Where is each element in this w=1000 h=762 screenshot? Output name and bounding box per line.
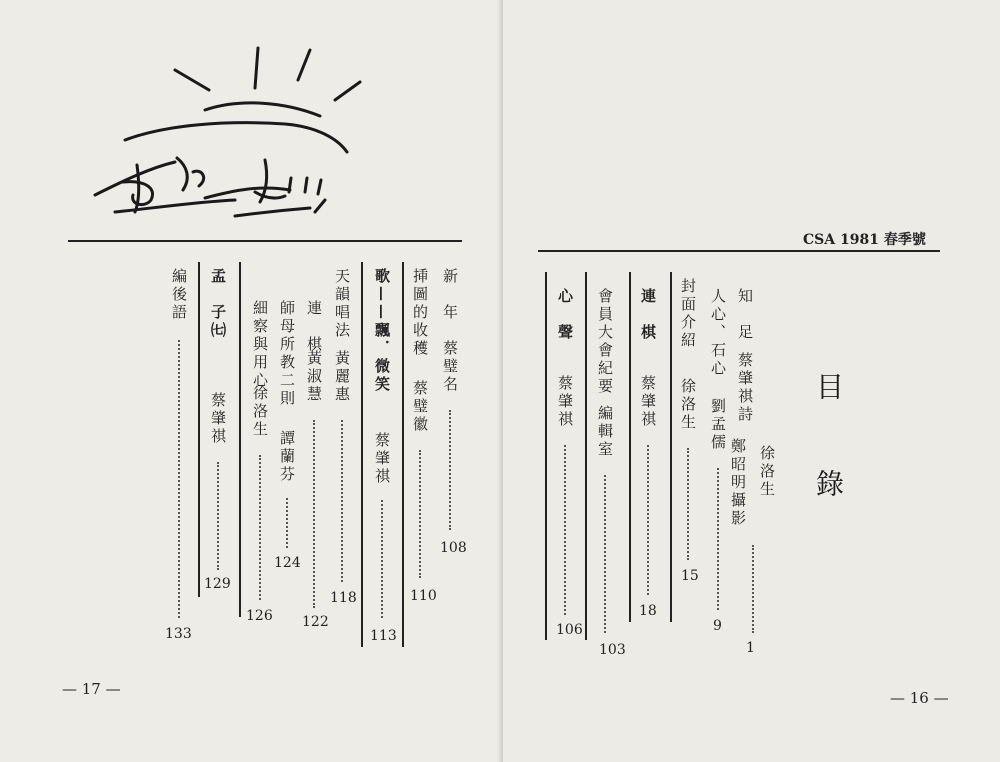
toc-entry-page: 124 [274,555,301,571]
toc-entry-page: 133 [165,626,192,642]
left-divider [402,262,404,647]
right-divider [629,272,631,622]
toc-entry-title: 孟 子㈦ [209,268,227,340]
toc-leader [647,445,651,595]
toc-leader [687,448,691,560]
toc-leader [419,450,423,578]
toc-entry-title: 新 年 [441,268,459,322]
left-divider [198,262,200,597]
toc-entry-author: 黃淑慧 [305,350,323,404]
right-page [503,0,1000,762]
toc-entry-page: 9 [713,618,722,634]
toc-entry-page: 126 [246,608,273,624]
toc-entry-title: 天韻唱法 [333,268,351,340]
toc-leader [286,498,290,548]
right-top-rule [538,250,940,252]
issue-header: CSA 1981 春季號 [803,232,926,248]
folio-right: — 16 — [890,689,949,707]
toc-entry-author: 蔡肇祺 [556,375,574,429]
toc-entry-title: 連 棋 [639,288,657,342]
toc-entry-title: 人心、石心 [709,288,727,378]
toc-entry-title: 會員大會紀要 [596,288,614,396]
toc-leader [313,420,317,608]
toc-entry-title: 挿圖的收穫 [411,268,429,358]
toc-entry-title: 連 棋 [305,300,323,354]
toc-leader [564,445,568,615]
toc-entry-title: 細察與用心 [251,300,269,390]
signature-drawing [85,40,365,230]
toc-entry-page: 113 [370,628,397,644]
toc-leader [259,455,263,600]
toc-entry-author: 蔡肇祺 [209,392,227,446]
toc-entry-title: 心 聲 [556,288,574,342]
toc-entry-author: 譚蘭芬 [278,430,296,484]
toc-entry-title: 編後語 [170,268,188,322]
toc-entry-title: 知 足 [736,288,754,342]
folio-left: — 17 — [62,680,121,698]
toc-entry-author: 蔡璧徽 [411,380,429,434]
toc-entry-title: 封面介紹 [679,278,697,350]
right-divider [585,272,587,640]
toc-leader [717,468,721,610]
left-divider [361,262,363,647]
toc-entry-author: 黃麗惠 [333,350,351,404]
toc-entry-page: 103 [599,642,626,658]
toc-entry-author: 徐洛生 [679,378,697,432]
toc-entry-author: 蔡肇祺 [639,375,657,429]
left-top-rule [68,240,462,242]
toc-entry-author: 蔡璧名 [441,340,459,394]
toc-leader [752,545,756,633]
toc-entry-page: 106 [556,622,583,638]
toc-leader [381,500,385,618]
toc-entry-page: 1 [746,640,755,656]
toc-leader [449,410,453,530]
toc-entry-author: 徐洛生 [251,385,269,439]
left-divider [239,262,241,617]
toc-entry-page: 122 [302,614,329,630]
toc-entry-author: 蔡肇祺 [373,432,391,486]
toc-entry-page: 18 [639,603,657,619]
toc-entry-author: 徐洛生 [758,445,776,499]
toc-entry-page: 15 [681,568,699,584]
toc-entry-title: 歌——飄．微笑 [373,268,391,394]
toc-leader [341,420,345,582]
toc-entry-author: 鄭昭明攝影 [729,438,747,528]
toc-leader [178,340,182,618]
toc-entry-page: 110 [410,588,437,604]
toc-entry-title: 師母所教二則 [278,300,296,408]
toc-entry-page: 108 [440,540,467,556]
toc-leader [217,462,221,570]
right-divider [545,272,547,640]
toc-entry-page: 118 [330,590,357,606]
toc-title: 目 錄 [812,372,845,527]
toc-entry-author: 蔡肇祺詩 [736,352,754,424]
toc-entry-page: 129 [204,576,231,592]
right-divider [670,272,672,622]
toc-leader [604,475,608,633]
toc-entry-author: 編輯室 [596,405,614,459]
toc-entry-author: 劉孟儒 [709,398,727,452]
